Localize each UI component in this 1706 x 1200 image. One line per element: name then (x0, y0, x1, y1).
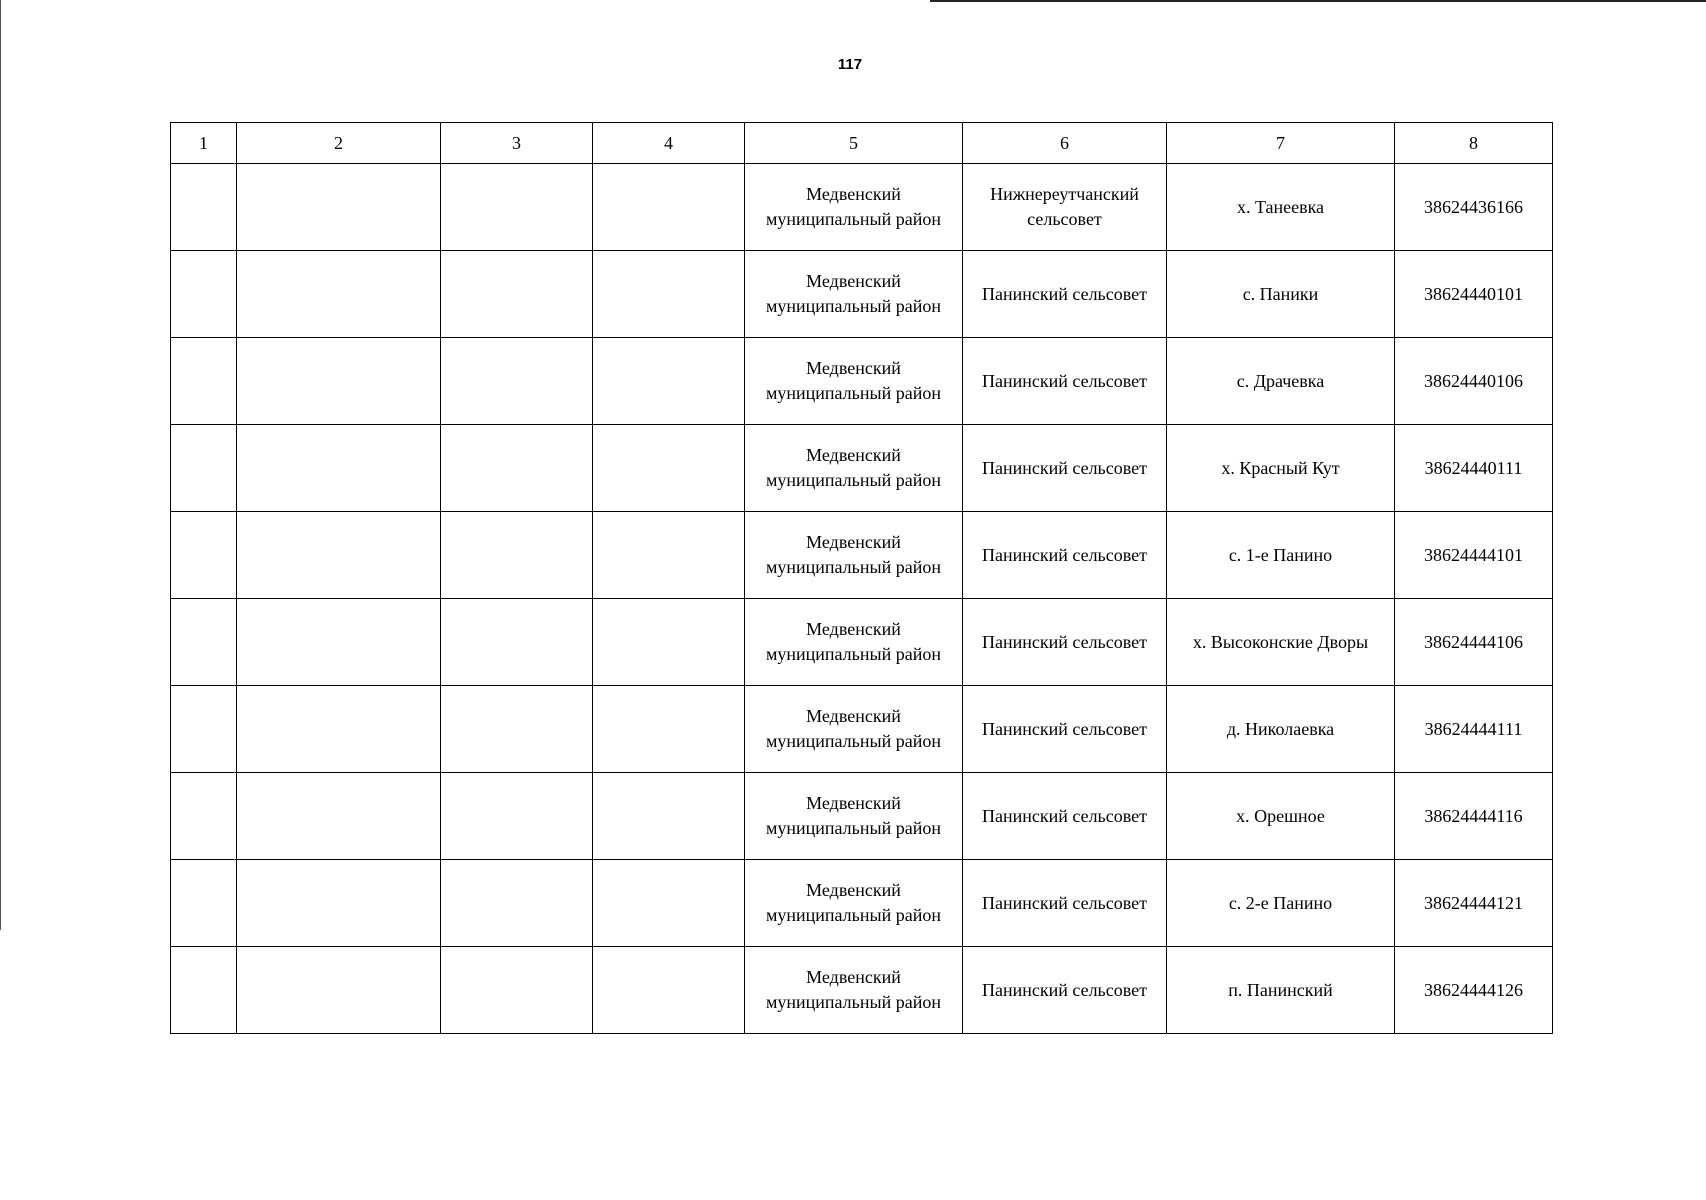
code-cell: 38624440106 (1395, 338, 1553, 425)
table-cell (171, 686, 237, 773)
table-cell (237, 599, 441, 686)
settlement-cell: с. 1-е Панино (1167, 512, 1395, 599)
council-cell: Панинский сельсовет (963, 251, 1167, 338)
table-cell (441, 251, 593, 338)
table-cell (441, 338, 593, 425)
code-cell: 38624444116 (1395, 773, 1553, 860)
table-cell (593, 599, 745, 686)
table-cell (171, 425, 237, 512)
table-cell (441, 773, 593, 860)
district-cell: Медвенский муниципальный район (745, 425, 963, 512)
table-row (171, 338, 1553, 425)
table-cell (171, 773, 237, 860)
district-cell: Медвенский муниципальный район (745, 164, 963, 251)
table-row (171, 251, 1553, 338)
settlement-cell: д. Николаевка (1167, 686, 1395, 773)
table-cell (441, 947, 593, 1034)
column-header: 6 (963, 123, 1167, 164)
code-cell: 38624444106 (1395, 599, 1553, 686)
council-cell: Панинский сельсовет (963, 686, 1167, 773)
table-row (171, 773, 1553, 860)
council-cell: Нижнереутчанский сельсовет (963, 164, 1167, 251)
council-cell: Панинский сельсовет (963, 947, 1167, 1034)
table-cell (171, 164, 237, 251)
scan-edge-left (0, 0, 1, 930)
table-cell (593, 947, 745, 1034)
settlement-cell: х. Красный Кут (1167, 425, 1395, 512)
district-cell: Медвенский муниципальный район (745, 338, 963, 425)
settlement-cell: с. Паники (1167, 251, 1395, 338)
table-cell (171, 947, 237, 1034)
table-cell (237, 947, 441, 1034)
district-cell: Медвенский муниципальный район (745, 251, 963, 338)
council-cell: Панинский сельсовет (963, 338, 1167, 425)
table-cell (237, 512, 441, 599)
table-cell (593, 164, 745, 251)
table-cell (237, 425, 441, 512)
table-cell (237, 338, 441, 425)
table-cell (237, 251, 441, 338)
district-cell: Медвенский муниципальный район (745, 512, 963, 599)
table-row (171, 860, 1553, 947)
table-cell (593, 686, 745, 773)
table-row (171, 947, 1553, 1034)
column-header: 2 (237, 123, 441, 164)
column-header: 8 (1395, 123, 1553, 164)
code-cell: 38624444126 (1395, 947, 1553, 1034)
district-cell: Медвенский муниципальный район (745, 773, 963, 860)
table-cell (593, 338, 745, 425)
table-cell (237, 773, 441, 860)
table-row (171, 599, 1553, 686)
table-cell (441, 599, 593, 686)
table-cell (593, 425, 745, 512)
table-cell (441, 512, 593, 599)
scan-edge-top (930, 0, 1706, 2)
district-cell: Медвенский муниципальный район (745, 947, 963, 1034)
settlement-cell: п. Панинский (1167, 947, 1395, 1034)
table-cell (441, 164, 593, 251)
column-header: 7 (1167, 123, 1395, 164)
table-cell (441, 686, 593, 773)
table-cell (237, 686, 441, 773)
table-cell (593, 251, 745, 338)
code-cell: 38624440111 (1395, 425, 1553, 512)
registry-table (170, 122, 1553, 1034)
district-cell: Медвенский муниципальный район (745, 686, 963, 773)
council-cell: Панинский сельсовет (963, 512, 1167, 599)
council-cell: Панинский сельсовет (963, 425, 1167, 512)
table-cell (171, 512, 237, 599)
table-cell (171, 338, 237, 425)
table-row (171, 686, 1553, 773)
code-cell: 38624444101 (1395, 512, 1553, 599)
table-cell (441, 860, 593, 947)
table-cell (593, 773, 745, 860)
code-cell: 38624436166 (1395, 164, 1553, 251)
table-cell (237, 164, 441, 251)
settlement-cell: х. Орешное (1167, 773, 1395, 860)
table-cell (441, 425, 593, 512)
table-cell (171, 251, 237, 338)
code-cell: 38624440101 (1395, 251, 1553, 338)
code-cell: 38624444121 (1395, 860, 1553, 947)
council-cell: Панинский сельсовет (963, 773, 1167, 860)
council-cell: Панинский сельсовет (963, 599, 1167, 686)
settlement-cell: х. Танеевка (1167, 164, 1395, 251)
settlement-cell: с. Драчевка (1167, 338, 1395, 425)
page-number: 117 (837, 56, 863, 73)
table-row (171, 425, 1553, 512)
settlement-cell: х. Высоконские Дворы (1167, 599, 1395, 686)
table-cell (593, 860, 745, 947)
column-header: 4 (593, 123, 745, 164)
column-header: 1 (171, 123, 237, 164)
code-cell: 38624444111 (1395, 686, 1553, 773)
district-cell: Медвенский муниципальный район (745, 599, 963, 686)
column-header: 5 (745, 123, 963, 164)
table-cell (237, 860, 441, 947)
settlement-cell: с. 2-е Панино (1167, 860, 1395, 947)
district-cell: Медвенский муниципальный район (745, 860, 963, 947)
table-cell (593, 512, 745, 599)
table-row (171, 164, 1553, 251)
council-cell: Панинский сельсовет (963, 860, 1167, 947)
table-cell (171, 599, 237, 686)
column-header: 3 (441, 123, 593, 164)
table-cell (171, 860, 237, 947)
header-row (171, 123, 1553, 164)
table-row (171, 512, 1553, 599)
